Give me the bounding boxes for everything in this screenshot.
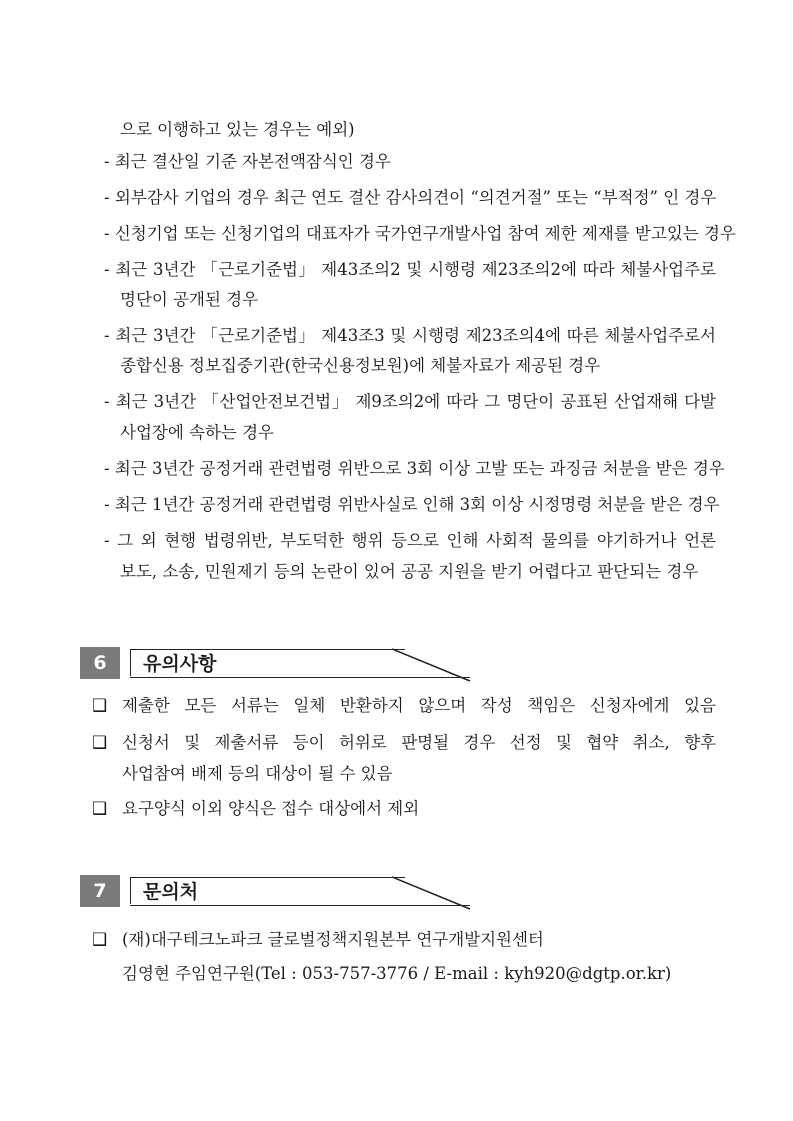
section-title: 유의사항	[130, 649, 405, 676]
list-item: - 최근 3년간 「근로기준법」 제43조의2 및 시행령 제23조의2에 따라 체불사업주로	[104, 260, 716, 279]
notice-item: 제출한 모든 서류는 일체 반환하지 않으며 작성 책임은 신청자에게 있음	[122, 696, 716, 715]
list-item: - 최근 1년간 공정거래 관련법령 위반사실로 인해 3회 이상 시정명령 처분을 받은 경우	[104, 495, 720, 514]
list-item: - 최근 3년간 「산업안전보건법」 제9조의2에 따라 그 명단이 공표된 산업재해 다발	[104, 392, 716, 411]
list-item: - 최근 3년간 「근로기준법」 제43조3 및 시행령 제23조의4에 따른 체불사업주로서	[104, 326, 716, 345]
checkbox-icon: ❑	[92, 733, 108, 753]
list-item: - 최근 결산일 기준 자본전액잠식인 경우	[104, 152, 391, 171]
continuation-line: 으로 이행하고 있는 경우는 예외)	[120, 120, 355, 139]
list-item: - 최근 3년간 공정거래 관련법령 위반으로 3회 이상 고발 또는 과징금 처분을 받은 경우	[104, 459, 725, 478]
section-number: 6	[80, 647, 120, 679]
notice-item: 신청서 및 제출서류 등이 허위로 판명될 경우 선정 및 협약 취소, 향후	[122, 733, 716, 752]
list-item-continuation: 사업장에 속하는 경우	[120, 423, 274, 442]
list-item-continuation: 보도, 소송, 민원제기 등의 논란이 있어 공공 지원을 받기 어렵다고 판단되는 경우	[120, 562, 699, 581]
list-item: - 그 외 현행 법령위반, 부도덕한 행위 등으로 인해 사회적 물의를 야기하거나 언론	[104, 531, 716, 550]
checkbox-icon: ❑	[92, 696, 108, 716]
list-item: - 신청기업 또는 신청기업의 대표자가 국가연구개발사업 참여 제한 제재를 받고있는 경우	[104, 224, 736, 243]
checkbox-icon: ❑	[92, 799, 108, 819]
list-item-continuation: 종합신용 정보집중기관(한국신용정보원)에 체불자료가 제공된 경우	[120, 356, 601, 375]
section-title: 문의처	[130, 877, 405, 904]
checkbox-icon: ❑	[92, 930, 108, 950]
section-6-header	[80, 645, 460, 679]
notice-item: 요구양식 이외 양식은 접수 대상에서 제외	[122, 799, 420, 818]
contact-person: 김영현 주임연구원(Tel : 053-757-3776 / E-mail : kyh920@dgtp.or.kr)	[122, 964, 672, 983]
header-diagonal-decoration	[392, 647, 472, 683]
section-7-header	[80, 873, 460, 907]
notice-item-continuation: 사업참여 배제 등의 대상이 될 수 있음	[122, 764, 393, 783]
section-number: 7	[80, 875, 120, 907]
list-item: - 외부감사 기업의 경우 최근 연도 결산 감사의견이 “의견거절” 또는 “부적정” 인 경우	[104, 188, 717, 207]
header-diagonal-decoration	[392, 875, 472, 911]
list-item-continuation: 명단이 공개된 경우	[120, 290, 259, 309]
contact-organization: (재)대구테크노파크 글로벌정책지원본부 연구개발지원센터	[122, 930, 544, 949]
